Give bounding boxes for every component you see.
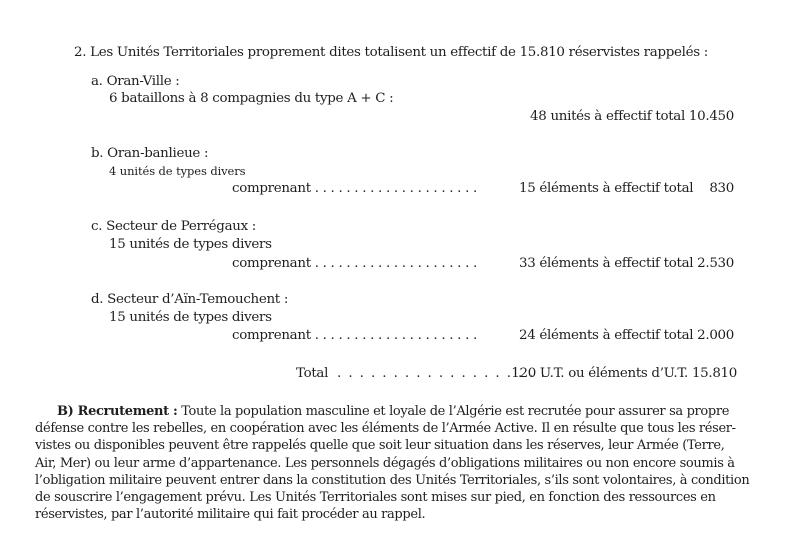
total-row	[0, 366, 800, 384]
recrutement-line-2: défense contre les rebelles, en coopération avec les éléments de l’Armée Active. Il en résulte que tous les réser-	[35, 421, 736, 436]
recrutement-line-1-text: Toute la population masculine et loyale de l’Algérie est recrutée pour assurer sa propre	[181, 404, 730, 419]
item-a-result: 48 unités à effectif total 10.450	[530, 109, 734, 124]
item-c-result: 33 éléments à effectif total	[519, 256, 694, 271]
item-b-comprenant: comprenant . . . . . . . . . . . . . . . . . . . . .	[232, 181, 477, 196]
item-b-value: 830	[709, 181, 734, 196]
item-a-label: a. Oran-Ville :	[91, 74, 180, 89]
item-c-desc: 15 unités de types divers	[109, 237, 272, 252]
recrutement-line-5: l’obligation militaire peuvent entrer dans la constitution des Unités Territoriales, s’ils sont volontaires, à condition	[35, 473, 750, 488]
section-2-heading: 2. Les Unités Territoriales proprement dites totalisent un effectif de 15.810 réservistes rappelés :	[74, 45, 708, 60]
recrutement-line-3: vistes ou disponibles peuvent être rappelés quelle que soit leur situation dans les réserves, leur Armée (Terre,	[35, 438, 725, 453]
total-label: Total	[296, 366, 329, 381]
recrutement-line-6: de souscrire l’engagement prévu. Les Unités Territoriales sont mises sur pied, en fonction des ressources en	[35, 490, 716, 505]
item-d-label: d. Secteur d’Aïn-Temouchent :	[91, 292, 289, 307]
item-c-comprenant: comprenant . . . . . . . . . . . . . . . . . . . . .	[232, 256, 477, 271]
recrutement-line-1	[57, 404, 747, 420]
recrutement-title: B) Recrutement :	[57, 404, 178, 419]
item-d-comprenant: comprenant . . . . . . . . . . . . . . . . . . . . .	[232, 328, 477, 343]
item-b-label: b. Oran-banlieue :	[91, 146, 209, 161]
item-b-desc: 4 unités de types divers	[109, 164, 246, 178]
total-result: 120 U.T. ou éléments d’U.T. 15.810	[511, 366, 737, 381]
item-d-desc: 15 unités de types divers	[109, 310, 272, 325]
item-c-value: 2.530	[697, 256, 734, 271]
recrutement-line-4: Air, Mer) ou leur arme d’appartenance. Les personnels dégagés d’obligations militaires ou non encore soumis à	[35, 456, 735, 471]
item-d-value: 2.000	[697, 328, 734, 343]
recrutement-line-7: réservistes, par l’autorité militaire qui fait procéder au rappel.	[35, 507, 426, 522]
item-c-label: c. Secteur de Perrégaux :	[91, 219, 257, 234]
item-d-result: 24 éléments à effectif total	[519, 328, 694, 343]
item-a-desc: 6 bataillons à 8 compagnies du type A + C :	[109, 91, 394, 106]
total-dots: . . . . . . . . . . . . . . . . . . .	[337, 366, 547, 381]
item-b-result: 15 éléments à effectif total	[519, 181, 694, 196]
